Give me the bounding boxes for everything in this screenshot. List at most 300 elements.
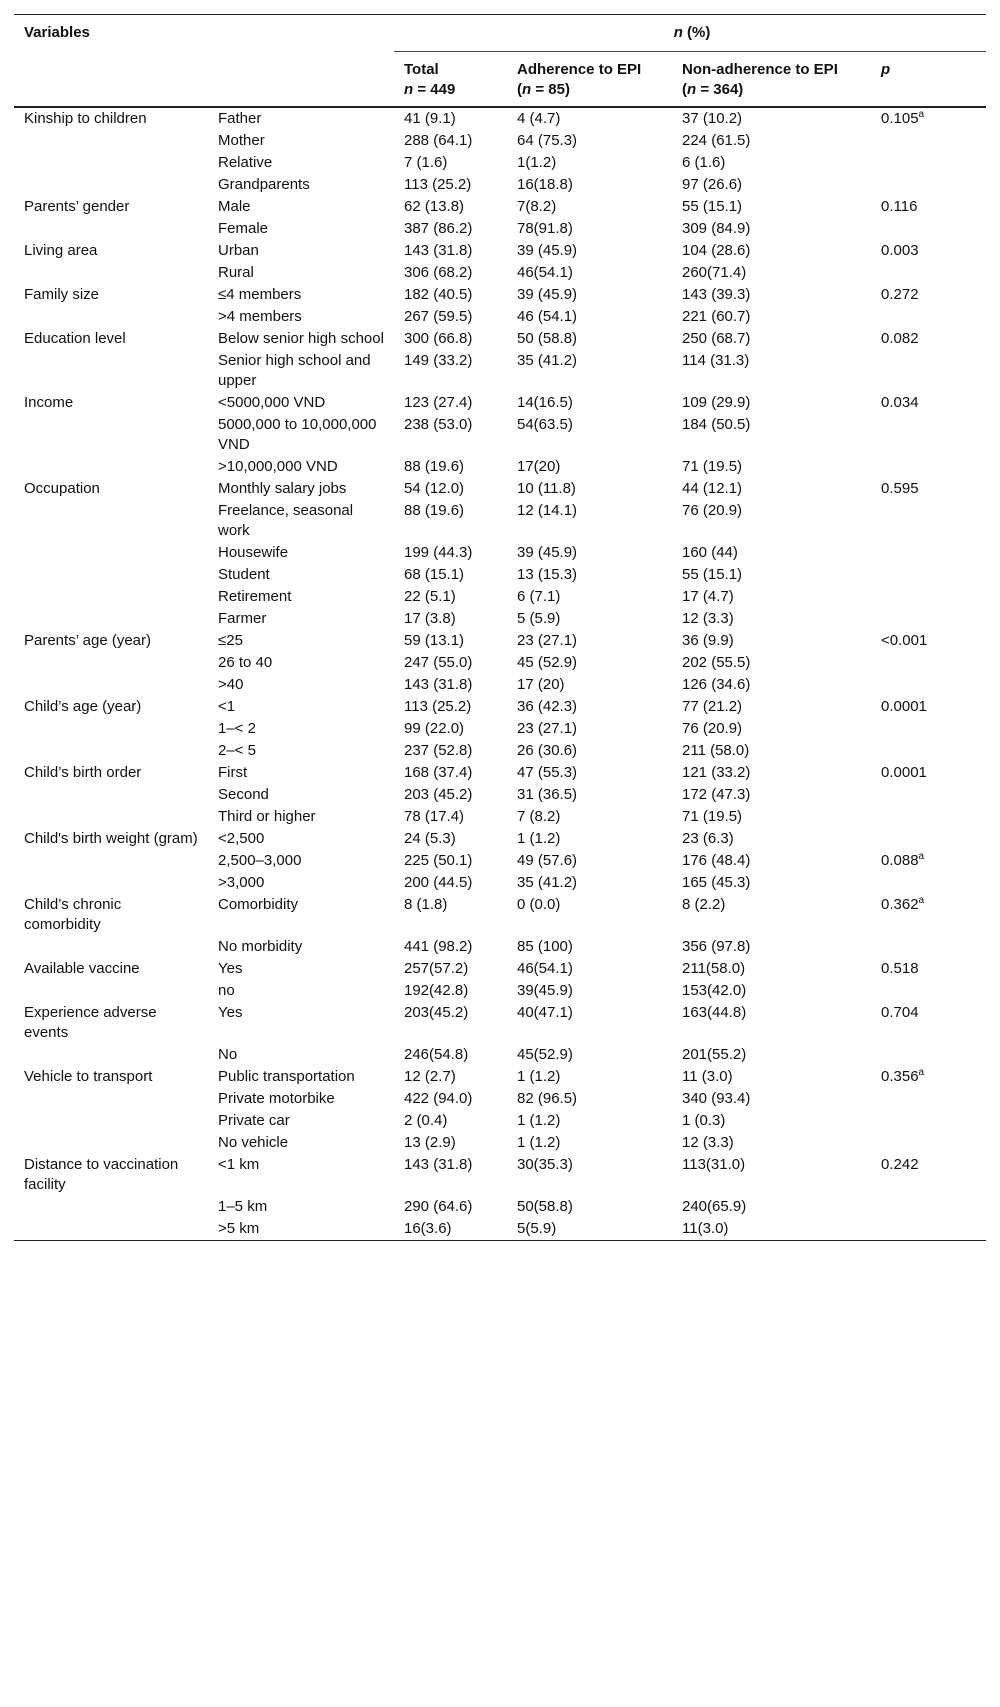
variable-cell: Parents’ gender xyxy=(24,198,130,215)
variable-cell: Child’s age (year) xyxy=(24,698,142,715)
nonadherence-cell: 113(31.0) xyxy=(682,1156,746,1173)
variable-cell xyxy=(14,586,208,608)
footnote-marker: a xyxy=(918,895,925,906)
adherence-cell: 39(45.9) xyxy=(517,982,573,999)
p-value-cell xyxy=(871,500,986,542)
table-row xyxy=(14,152,986,174)
nonadherence-cell: 8 (2.2) xyxy=(682,896,726,913)
variable-cell xyxy=(14,1088,208,1110)
total-cell: 441 (98.2) xyxy=(404,938,473,955)
table-row xyxy=(14,306,986,328)
adherence-cell: 23 (27.1) xyxy=(517,632,578,649)
total-cell: 7 (1.6) xyxy=(404,154,448,171)
nonadherence-cell: 211(58.0) xyxy=(682,960,746,977)
table-row xyxy=(14,564,986,586)
adherence-cell: 54(63.5) xyxy=(517,416,573,433)
p-value-cell xyxy=(871,262,986,284)
p-value-cell xyxy=(871,456,986,478)
adherence-cell: 46(54.1) xyxy=(517,264,573,281)
variable-cell xyxy=(14,218,208,240)
category-cell: Housewife xyxy=(218,544,289,561)
category-cell: Relative xyxy=(218,154,273,171)
table-row xyxy=(14,936,986,958)
table-row xyxy=(14,958,986,980)
p-value: 0.704 xyxy=(881,1004,919,1021)
variable-cell: Income xyxy=(24,394,74,411)
nonadherence-cell: 260(71.4) xyxy=(682,264,747,281)
table-row xyxy=(14,630,986,652)
adherence-cell: 4 (4.7) xyxy=(517,110,561,127)
adherence-cell: 64 (75.3) xyxy=(517,132,578,149)
category-cell: >3,000 xyxy=(218,874,265,891)
total-cell: 238 (53.0) xyxy=(404,416,473,433)
variable-cell xyxy=(14,306,208,328)
p-value-cell xyxy=(871,1110,986,1132)
nonadherence-cell: 240(65.9) xyxy=(682,1198,747,1215)
p-value-cell xyxy=(871,152,986,174)
nonadherence-cell: 340 (93.4) xyxy=(682,1090,751,1107)
total-cell: 78 (17.4) xyxy=(404,808,465,825)
footnote-marker: a xyxy=(918,851,925,862)
nonadherence-cell: 201(55.2) xyxy=(682,1046,747,1063)
p-value-cell xyxy=(871,1154,986,1196)
p-value: 0.088 xyxy=(881,852,919,869)
table-row xyxy=(14,696,986,718)
adherence-cell: 1 (1.2) xyxy=(517,830,561,847)
category-cell: No vehicle xyxy=(218,1134,289,1151)
p-value: 0.362 xyxy=(881,896,919,913)
category-cell: Yes xyxy=(218,1004,243,1021)
adherence-cell: 13 (15.3) xyxy=(517,566,578,583)
nonadherence-cell: 76 (20.9) xyxy=(682,720,743,737)
category-cell: No morbidity xyxy=(218,938,303,955)
p-value-cell xyxy=(871,608,986,630)
total-cell: 237 (52.8) xyxy=(404,742,473,759)
total-cell: 88 (19.6) xyxy=(404,502,465,519)
category-cell: Yes xyxy=(218,960,243,977)
table-row xyxy=(14,1110,986,1132)
category-cell: >10,000,000 VND xyxy=(218,458,338,475)
nonadherence-cell: 36 (9.9) xyxy=(682,632,734,649)
category-cell: <1 xyxy=(218,698,236,715)
category-cell: Monthly salary jobs xyxy=(218,480,347,497)
nonadherence-cell: 121 (33.2) xyxy=(682,764,751,781)
adherence-cell: 1 (1.2) xyxy=(517,1112,561,1129)
p-value-cell xyxy=(871,652,986,674)
adherence-cell: 14(16.5) xyxy=(517,394,573,411)
total-cell: 24 (5.3) xyxy=(404,830,456,847)
category-cell: No xyxy=(218,1046,238,1063)
variable-cell: Living area xyxy=(24,242,98,259)
variable-cell xyxy=(14,1196,208,1218)
category-cell: Third or higher xyxy=(218,808,316,825)
header-total: Total n = 449 xyxy=(404,61,456,98)
nonadherence-cell: 55 (15.1) xyxy=(682,198,743,215)
p-value-cell xyxy=(871,850,986,872)
p-value-cell xyxy=(871,350,986,392)
category-cell: ≤25 xyxy=(218,632,243,649)
table-row xyxy=(14,478,986,500)
category-cell: Male xyxy=(218,198,251,215)
nonadherence-cell: 176 (48.4) xyxy=(682,852,751,869)
demographics-table xyxy=(14,14,986,1241)
variable-cell xyxy=(14,718,208,740)
nonadherence-cell: 153(42.0) xyxy=(682,982,747,999)
table-row xyxy=(14,350,986,392)
nonadherence-cell: 6 (1.6) xyxy=(682,154,726,171)
adherence-cell: 49 (57.6) xyxy=(517,852,578,869)
nonadherence-cell: 309 (84.9) xyxy=(682,220,751,237)
adherence-cell: 0 (0.0) xyxy=(517,896,561,913)
nonadherence-cell: 97 (26.6) xyxy=(682,176,743,193)
category-cell: <2,500 xyxy=(218,830,265,847)
adherence-cell: 35 (41.2) xyxy=(517,352,578,369)
adherence-cell: 46 (54.1) xyxy=(517,308,578,325)
total-cell: 54 (12.0) xyxy=(404,480,465,497)
total-cell: 422 (94.0) xyxy=(404,1090,473,1107)
table-row xyxy=(14,718,986,740)
p-value-cell xyxy=(871,740,986,762)
table-body xyxy=(14,107,986,1241)
category-cell: Rural xyxy=(218,264,254,281)
adherence-cell: 45 (52.9) xyxy=(517,654,578,671)
adherence-cell: 7(8.2) xyxy=(517,198,557,215)
variable-cell: Kinship to children xyxy=(24,110,147,127)
p-value-cell xyxy=(871,542,986,564)
variable-cell: Child’s birth order xyxy=(24,764,142,781)
total-cell: 192(42.8) xyxy=(404,982,469,999)
p-value: <0.001 xyxy=(881,632,928,649)
p-value-cell xyxy=(871,806,986,828)
variable-cell: Child’s chronic comorbidity xyxy=(24,896,122,933)
nonadherence-cell: 55 (15.1) xyxy=(682,566,743,583)
footnote-marker: a xyxy=(918,1067,925,1078)
category-cell: 1–5 km xyxy=(218,1198,268,1215)
nonadherence-cell: 17 (4.7) xyxy=(682,588,734,605)
table-row xyxy=(14,784,986,806)
adherence-cell: 50 (58.8) xyxy=(517,330,578,347)
variable-cell: Available vaccine xyxy=(24,960,140,977)
variable-cell xyxy=(14,500,208,542)
category-cell: 2,500–3,000 xyxy=(218,852,302,869)
adherence-cell: 17(20) xyxy=(517,458,561,475)
p-value-cell xyxy=(871,1132,986,1154)
adherence-cell: 35 (41.2) xyxy=(517,874,578,891)
category-cell: Second xyxy=(218,786,269,803)
p-value-cell xyxy=(871,1196,986,1218)
nonadherence-cell: 23 (6.3) xyxy=(682,830,734,847)
total-cell: 68 (15.1) xyxy=(404,566,465,583)
category-cell: <1 km xyxy=(218,1156,260,1173)
category-cell: >40 xyxy=(218,676,244,693)
p-value-cell xyxy=(871,328,986,350)
nonadherence-cell: 143 (39.3) xyxy=(682,286,751,303)
category-cell: Private motorbike xyxy=(218,1090,335,1107)
table-row xyxy=(14,414,986,456)
adherence-cell: 10 (11.8) xyxy=(517,480,576,497)
category-cell: Urban xyxy=(218,242,259,259)
total-cell: 113 (25.2) xyxy=(404,176,472,193)
table-row xyxy=(14,608,986,630)
variable-cell xyxy=(14,1044,208,1066)
adherence-cell: 46(54.1) xyxy=(517,960,573,977)
nonadherence-cell: 221 (60.7) xyxy=(682,308,751,325)
adherence-cell: 39 (45.9) xyxy=(517,242,578,259)
table-row xyxy=(14,1044,986,1066)
table-row xyxy=(14,240,986,262)
total-cell: 62 (13.8) xyxy=(404,198,465,215)
total-cell: 17 (3.8) xyxy=(404,610,456,627)
p-value: 0.356 xyxy=(881,1068,919,1085)
p-value-cell xyxy=(871,478,986,500)
variable-cell xyxy=(14,262,208,284)
p-value: 0.034 xyxy=(881,394,919,411)
total-cell: 288 (64.1) xyxy=(404,132,473,149)
table-row xyxy=(14,218,986,240)
p-value: 0.105 xyxy=(881,110,919,127)
table-row xyxy=(14,500,986,542)
category-cell: Female xyxy=(218,220,269,237)
variable-cell xyxy=(14,740,208,762)
total-cell: 41 (9.1) xyxy=(404,110,456,127)
table-row xyxy=(14,456,986,478)
total-cell: 267 (59.5) xyxy=(404,308,473,325)
table-row xyxy=(14,652,986,674)
table-row xyxy=(14,107,986,130)
nonadherence-cell: 77 (21.2) xyxy=(682,698,743,715)
adherence-cell: 12 (14.1) xyxy=(517,502,578,519)
adherence-cell: 31 (36.5) xyxy=(517,786,578,803)
table-row xyxy=(14,542,986,564)
total-cell: 113 (25.2) xyxy=(404,698,472,715)
adherence-cell: 78(91.8) xyxy=(517,220,573,237)
nonadherence-cell: 71 (19.5) xyxy=(682,808,743,825)
p-value-cell xyxy=(871,894,986,936)
nonadherence-cell: 224 (61.5) xyxy=(682,132,751,149)
total-cell: 59 (13.1) xyxy=(404,632,465,649)
nonadherence-cell: 44 (12.1) xyxy=(682,480,743,497)
category-cell: Freelance, seasonal work xyxy=(218,502,354,539)
nonadherence-cell: 165 (45.3) xyxy=(682,874,751,891)
variable-cell xyxy=(14,674,208,696)
footnote-marker: a xyxy=(918,109,925,120)
p-value-cell xyxy=(871,240,986,262)
category-cell: Father xyxy=(218,110,262,127)
adherence-cell: 30(35.3) xyxy=(517,1156,573,1173)
variable-cell: Parents’ age (year) xyxy=(24,632,152,649)
total-cell: 306 (68.2) xyxy=(404,264,473,281)
variable-cell xyxy=(14,152,208,174)
table-row xyxy=(14,872,986,894)
total-cell: 2 (0.4) xyxy=(404,1112,448,1129)
table-row xyxy=(14,1088,986,1110)
p-value-cell xyxy=(871,414,986,456)
adherence-cell: 82 (96.5) xyxy=(517,1090,578,1107)
adherence-cell: 5 (5.9) xyxy=(517,610,561,627)
p-value-cell xyxy=(871,284,986,306)
total-cell: 12 (2.7) xyxy=(404,1068,456,1085)
p-value-cell xyxy=(871,1088,986,1110)
nonadherence-cell: 71 (19.5) xyxy=(682,458,743,475)
adherence-cell: 85 (100) xyxy=(517,938,573,955)
category-cell: Public transportation xyxy=(218,1068,355,1085)
variable-cell xyxy=(14,564,208,586)
variable-cell xyxy=(14,784,208,806)
adherence-cell: 50(58.8) xyxy=(517,1198,573,1215)
nonadherence-cell: 104 (28.6) xyxy=(682,242,751,259)
p-value-cell xyxy=(871,630,986,652)
variable-cell xyxy=(14,652,208,674)
table-row xyxy=(14,586,986,608)
nonadherence-cell: 250 (68.7) xyxy=(682,330,751,347)
table-row xyxy=(14,740,986,762)
variable-cell: Experience adverse events xyxy=(24,1004,157,1041)
adherence-cell: 5(5.9) xyxy=(517,1220,557,1237)
total-cell: 300 (66.8) xyxy=(404,330,473,347)
p-value-cell xyxy=(871,762,986,784)
total-cell: 168 (37.4) xyxy=(404,764,473,781)
variable-cell: Occupation xyxy=(24,480,100,497)
variable-cell: Education level xyxy=(24,330,126,347)
category-cell: >5 km xyxy=(218,1220,260,1237)
category-cell: ≤4 members xyxy=(218,286,302,303)
table-row xyxy=(14,392,986,414)
category-cell: 5000,000 to 10,000,000 VND xyxy=(218,416,377,453)
table-row xyxy=(14,196,986,218)
p-value-cell xyxy=(871,1066,986,1088)
nonadherence-cell: 163(44.8) xyxy=(682,1004,747,1021)
p-value-cell xyxy=(871,958,986,980)
p-value-cell xyxy=(871,828,986,850)
nonadherence-cell: 1 (0.3) xyxy=(682,1112,726,1129)
nonadherence-cell: 37 (10.2) xyxy=(682,110,743,127)
p-value-cell xyxy=(871,872,986,894)
table-row xyxy=(14,674,986,696)
total-cell: 143 (31.8) xyxy=(404,676,473,693)
category-cell: Comorbidity xyxy=(218,896,299,913)
p-value: 0.518 xyxy=(881,960,919,977)
p-value: 0.272 xyxy=(881,286,919,303)
variable-cell xyxy=(14,542,208,564)
adherence-cell: 1 (1.2) xyxy=(517,1068,561,1085)
nonadherence-cell: 109 (29.9) xyxy=(682,394,751,411)
variable-cell xyxy=(14,1110,208,1132)
p-value: 0.595 xyxy=(881,480,919,497)
total-cell: 182 (40.5) xyxy=(404,286,473,303)
variable-cell: Distance to vaccination facility xyxy=(24,1156,179,1193)
adherence-cell: 7 (8.2) xyxy=(517,808,561,825)
total-cell: 203(45.2) xyxy=(404,1004,469,1021)
nonadherence-cell: 211 (58.0) xyxy=(682,742,750,759)
nonadherence-cell: 11(3.0) xyxy=(682,1220,729,1237)
total-cell: 123 (27.4) xyxy=(404,394,473,411)
nonadherence-cell: 160 (44) xyxy=(682,544,738,561)
adherence-cell: 39 (45.9) xyxy=(517,286,578,303)
table-row xyxy=(14,284,986,306)
adherence-cell: 26 (30.6) xyxy=(517,742,578,759)
nonadherence-cell: 114 (31.3) xyxy=(682,352,750,369)
nonadherence-cell: 11 (3.0) xyxy=(682,1068,733,1085)
variable-cell xyxy=(14,608,208,630)
p-value-cell xyxy=(871,784,986,806)
category-cell: 2–< 5 xyxy=(218,742,256,759)
category-cell: Senior high school and upper xyxy=(218,352,371,389)
p-value-cell xyxy=(871,306,986,328)
variable-cell xyxy=(14,872,208,894)
category-cell: Mother xyxy=(218,132,265,149)
variable-cell xyxy=(14,130,208,152)
total-cell: 99 (22.0) xyxy=(404,720,465,737)
category-cell: 26 to 40 xyxy=(218,654,273,671)
variable-cell xyxy=(14,456,208,478)
table-row xyxy=(14,130,986,152)
table-row xyxy=(14,828,986,850)
category-cell: >4 members xyxy=(218,308,302,325)
total-cell: 290 (64.6) xyxy=(404,1198,473,1215)
total-cell: 200 (44.5) xyxy=(404,874,473,891)
total-cell: 88 (19.6) xyxy=(404,458,465,475)
p-value-cell xyxy=(871,674,986,696)
adherence-cell: 40(47.1) xyxy=(517,1004,573,1021)
table-row xyxy=(14,1132,986,1154)
p-value: 0.0001 xyxy=(881,764,927,781)
total-cell: 199 (44.3) xyxy=(404,544,473,561)
header-n-percent: n (%) xyxy=(394,15,986,52)
total-cell: 203 (45.2) xyxy=(404,786,473,803)
total-cell: 22 (5.1) xyxy=(404,588,456,605)
p-value-cell xyxy=(871,696,986,718)
p-value-cell xyxy=(871,564,986,586)
variable-cell xyxy=(14,806,208,828)
p-value-cell xyxy=(871,196,986,218)
table-row xyxy=(14,762,986,784)
adherence-cell: 36 (42.3) xyxy=(517,698,578,715)
category-cell: Retirement xyxy=(218,588,292,605)
category-cell: Below senior high school xyxy=(218,330,384,347)
p-value-cell xyxy=(871,1218,986,1241)
variable-cell xyxy=(14,850,208,872)
nonadherence-cell: 76 (20.9) xyxy=(682,502,743,519)
table-row xyxy=(14,1218,986,1241)
nonadherence-cell: 12 (3.3) xyxy=(682,1134,734,1151)
header-adherence: Adherence to EPI (n = 85) xyxy=(517,61,642,98)
variable-cell xyxy=(14,1132,208,1154)
p-value: 0.116 xyxy=(881,198,918,215)
total-cell: 149 (33.2) xyxy=(404,352,473,369)
table-row xyxy=(14,980,986,1002)
nonadherence-cell: 12 (3.3) xyxy=(682,610,734,627)
adherence-cell: 23 (27.1) xyxy=(517,720,578,737)
adherence-cell: 45(52.9) xyxy=(517,1046,573,1063)
variable-cell xyxy=(14,174,208,196)
category-cell: 1–< 2 xyxy=(218,720,256,737)
category-cell: First xyxy=(218,764,248,781)
variable-cell xyxy=(14,980,208,1002)
p-value-cell xyxy=(871,1044,986,1066)
adherence-cell: 6 (7.1) xyxy=(517,588,561,605)
table-row xyxy=(14,1002,986,1044)
adherence-cell: 1(1.2) xyxy=(517,154,557,171)
variable-cell xyxy=(14,414,208,456)
p-value: 0.0001 xyxy=(881,698,927,715)
p-value-cell xyxy=(871,392,986,414)
p-value-cell xyxy=(871,218,986,240)
variable-cell xyxy=(14,936,208,958)
table-row xyxy=(14,806,986,828)
total-cell: 225 (50.1) xyxy=(404,852,473,869)
table-row xyxy=(14,1196,986,1218)
total-cell: 257(57.2) xyxy=(404,960,469,977)
